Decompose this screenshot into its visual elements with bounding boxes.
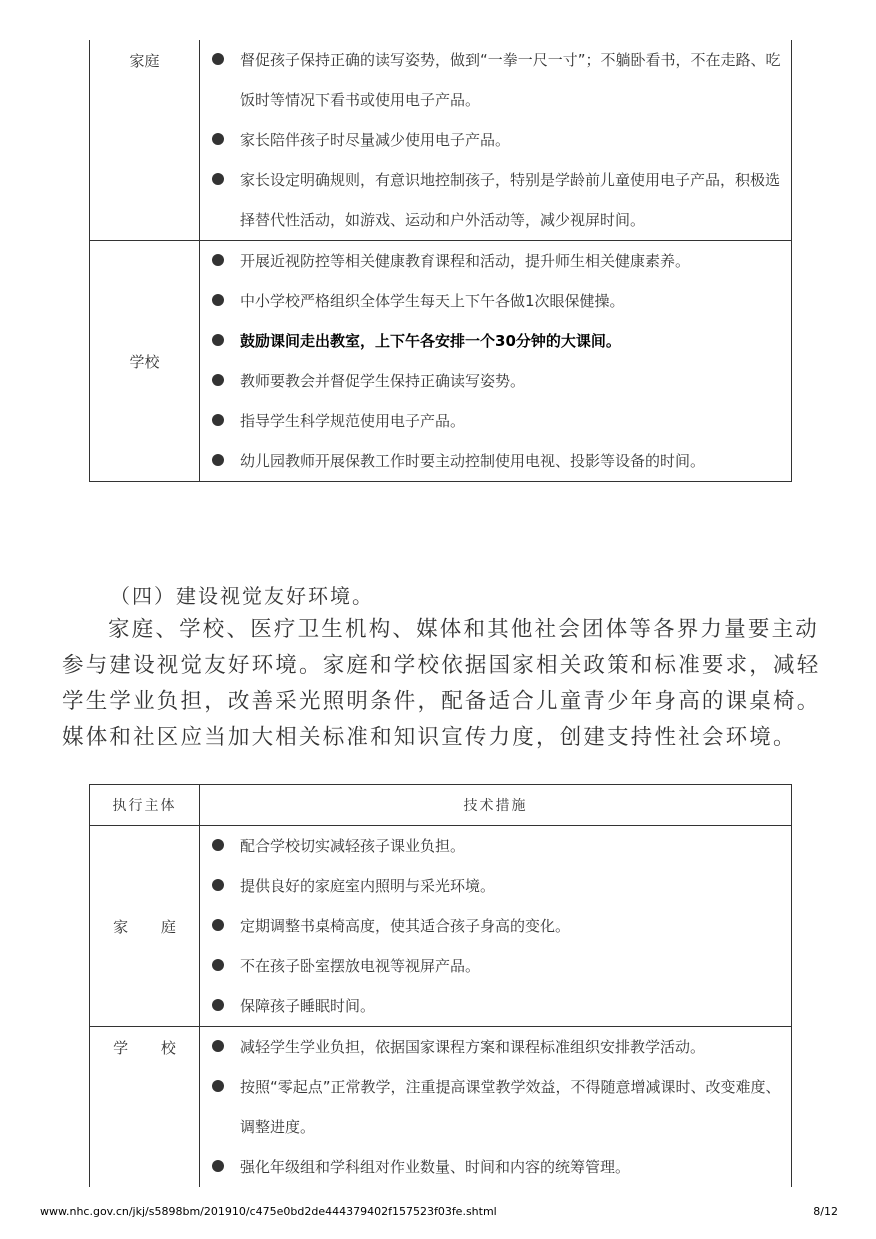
bullet-icon bbox=[212, 959, 224, 971]
subject-label: 家 庭 bbox=[113, 917, 190, 936]
subject-cell bbox=[90, 1027, 200, 1188]
subject-cell bbox=[90, 40, 200, 241]
bullet-icon bbox=[212, 839, 224, 851]
bullet-icon bbox=[212, 454, 224, 466]
table-row bbox=[90, 241, 792, 482]
list-item: 定期调整书桌椅高度，使其适合孩子身高的变化。 bbox=[210, 906, 791, 946]
subject-label: 家庭 bbox=[129, 52, 160, 70]
subject-label: 学 校 bbox=[113, 1039, 190, 1057]
list-item: 幼儿园教师开展保教工作时要主动控制使用电视、投影等设备的时间。 bbox=[210, 441, 791, 481]
bullet-icon bbox=[212, 1080, 224, 1092]
list-item: 家长设定明确规则，有意识地控制孩子，特别是学龄前儿童使用电子产品，积极选择替代性活动，如游戏、运动和户外活动等，减少视屏时间。 bbox=[210, 160, 791, 240]
bullet-icon bbox=[212, 999, 224, 1011]
list-item: 开展近视防控等相关健康教育课程和活动，提升师生相关健康素养。 bbox=[210, 241, 791, 281]
bullet-icon bbox=[212, 254, 224, 266]
list-item: 强化年级组和学科组对作业数量、时间和内容的统筹管理。 bbox=[210, 1147, 791, 1187]
list-item: 不在孩子卧室摆放电视等视屏产品。 bbox=[210, 946, 791, 986]
list-item: 配合学校切实减轻孩子课业负担。 bbox=[210, 826, 791, 866]
subject-cell bbox=[90, 241, 200, 482]
subject-label: 学校 bbox=[129, 352, 160, 371]
bullet-icon bbox=[212, 374, 224, 386]
measures-cell bbox=[200, 1027, 792, 1188]
environment-measures-table bbox=[89, 784, 792, 1187]
page-number: 8/12 bbox=[813, 1205, 838, 1218]
measures-cell bbox=[200, 40, 792, 241]
measures-cell bbox=[200, 826, 792, 1027]
bullet-icon bbox=[212, 1040, 224, 1052]
bullet-icon bbox=[212, 1160, 224, 1172]
table-row bbox=[90, 40, 792, 241]
list-item: 教师要教会并督促学生保持正确读写姿势。 bbox=[210, 361, 791, 401]
column-header-measures: 技术措施 bbox=[200, 785, 792, 826]
bullet-icon bbox=[212, 173, 224, 185]
list-item: 指导学生科学规范使用电子产品。 bbox=[210, 401, 791, 441]
bullet-icon bbox=[212, 919, 224, 931]
table-row bbox=[90, 1027, 792, 1188]
bullet-icon bbox=[212, 133, 224, 145]
table-header-row bbox=[90, 785, 792, 826]
list-item: 鼓励课间走出教室，上下午各安排一个30分钟的大课间。 bbox=[210, 321, 791, 361]
list-item: 保障孩子睡眠时间。 bbox=[210, 986, 791, 1026]
column-header-subject: 执行主体 bbox=[90, 785, 200, 826]
bullet-icon bbox=[212, 414, 224, 426]
footer-url: www.nhc.gov.cn/jkj/s5898bm/201910/c475e0bd2de444379402f157523f03fe.shtml bbox=[40, 1205, 497, 1218]
measures-cell bbox=[200, 241, 792, 482]
bullet-icon bbox=[212, 879, 224, 891]
bullet-icon bbox=[212, 53, 224, 65]
subject-cell bbox=[90, 826, 200, 1027]
list-item: 减轻学生学业负担，依据国家课程方案和课程标准组织安排教学活动。 bbox=[210, 1027, 791, 1067]
list-item: 督促孩子保持正确的读写姿势，做到“一拳一尺一寸”；不躺卧看书，不在走路、吃饭时等情况下看书或使用电子产品。 bbox=[210, 40, 791, 120]
list-item: 按照“零起点”正常教学，注重提高课堂教学效益，不得随意增减课时、改变难度、调整进度。 bbox=[210, 1067, 791, 1147]
measures-table-continued bbox=[89, 40, 792, 482]
table-row bbox=[90, 826, 792, 1027]
list-item: 提供良好的家庭室内照明与采光环境。 bbox=[210, 866, 791, 906]
list-item: 中小学校严格组织全体学生每天上下午各做1次眼保健操。 bbox=[210, 281, 791, 321]
bullet-icon bbox=[212, 334, 224, 346]
bullet-icon bbox=[212, 294, 224, 306]
section-body: 家庭、学校、医疗卫生机构、媒体和其他社会团体等各界力量要主动参与建设视觉友好环境。家庭和学校依据国家相关政策和标准要求，减轻学生学业负担，改善采光照明条件，配备适合儿童青少年身高的课桌椅。媒体和社区应当加大相关标准和知识宣传力度，创建支持性社会环境。 bbox=[62, 617, 821, 750]
section-title: （四）建设视觉友好环境。 bbox=[110, 584, 374, 608]
list-item: 家长陪伴孩子时尽量减少使用电子产品。 bbox=[210, 120, 791, 160]
